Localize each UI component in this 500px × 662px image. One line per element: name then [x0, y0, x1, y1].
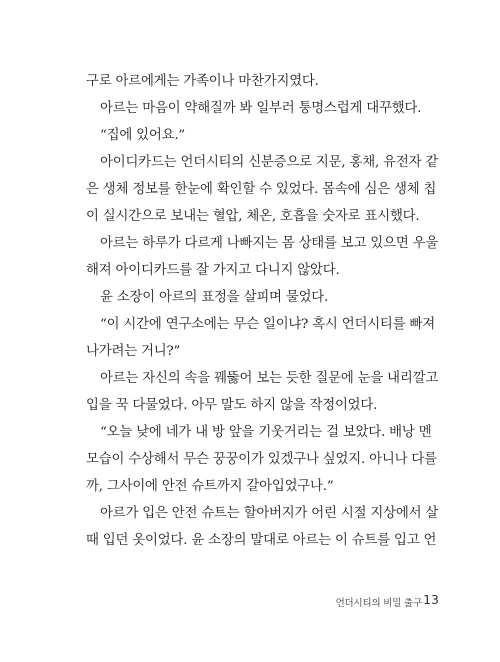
page-footer [0, 592, 500, 610]
text-line: 아이디카드는 언더시티의 신분증으로 지문, 홍채, 유전자 같 [100, 155, 439, 170]
text-line: 은 생체 정보를 한눈에 확인할 수 있었다. 몸속에 심은 생체 칩 [86, 182, 437, 197]
running-title: 언더시티의 비밀 출구 [335, 598, 422, 609]
text-line: 아르는 마음이 약해질까 봐 일부러 퉁명스럽게 대꾸했다. [100, 101, 422, 116]
text-line: 해져 아이디카드를 잘 가지고 다니지 않았다. [86, 263, 340, 278]
text-line: 까, 그사이에 안전 슈트까지 갈아입었구나.” [86, 479, 334, 494]
text-line: “오늘 낮에 네가 내 방 앞을 기웃거리는 걸 보았다. 배낭 멘 [100, 425, 432, 440]
page-number: 13 [423, 592, 439, 607]
text-line: 나가려는 거니?” [86, 344, 181, 359]
text-line: 모습이 수상해서 무슨 꿍꿍이가 있겠구나 싶었지. 아니나 다를 [86, 452, 437, 467]
text-line: 아르가 입은 안전 슈트는 할아버지가 어린 시절 지상에서 살 [100, 506, 439, 521]
text-line: “집에 있어요.” [100, 128, 186, 143]
text-line: 입을 꾹 다물었다. 아무 말도 하지 않을 작정이었다. [86, 398, 378, 413]
text-line: 때 입던 옷이었다. 윤 소장의 말대로 아르는 이 슈트를 입고 언 [86, 533, 437, 548]
body-text [86, 72, 438, 551]
text-line: 아르는 자신의 속을 꿰뚫어 보는 듯한 질문에 눈을 내리깔고 [100, 371, 439, 386]
text-line: 윤 소장이 아르의 표정을 살피며 물었다. [100, 290, 329, 305]
text-line: 아르는 하루가 다르게 나빠지는 몸 상태를 보고 있으면 우울 [100, 236, 439, 251]
text-line: 구로 아르에게는 가족이나 마찬가지였다. [86, 74, 319, 89]
text-line: “이 시간에 연구소에는 무슨 일이냐? 혹시 언더시티를 빠져 [100, 317, 435, 332]
text-line: 이 실시간으로 보내는 혈압, 체온, 호흡을 숫자로 표시했다. [86, 209, 420, 224]
